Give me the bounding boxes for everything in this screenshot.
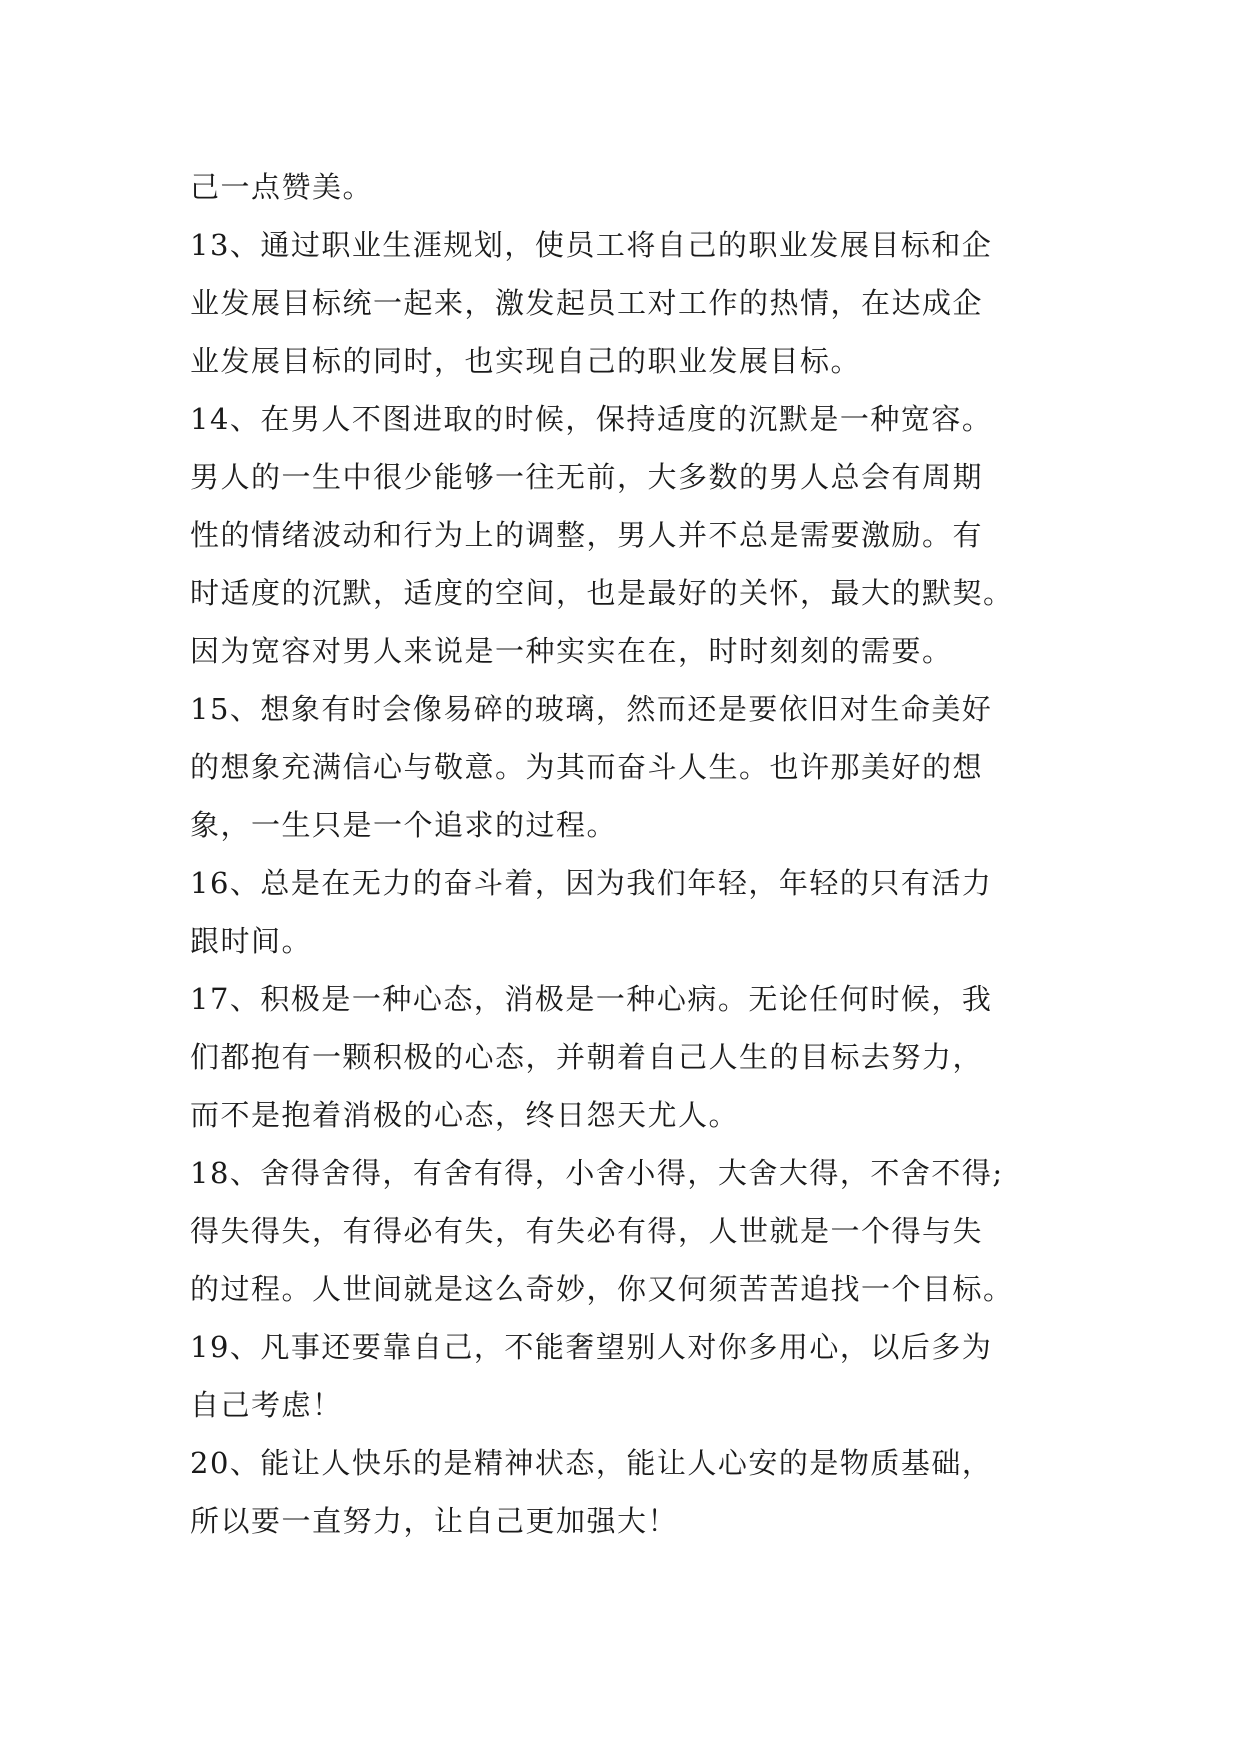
text-line: 时适度的沉默，适度的空间，也是最好的关怀，最大的默契。 xyxy=(190,576,1014,610)
text-line: 17、积极是一种心态，消极是一种心病。无论任何时候，我 xyxy=(190,982,993,1016)
text-line: 因为宽容对男人来说是一种实实在在，时时刻刻的需要。 xyxy=(190,634,953,668)
text-line: 自己考虑！ xyxy=(190,1388,343,1422)
text-line: 性的情绪波动和行为上的调整，男人并不总是需要激励。有 xyxy=(190,518,984,552)
text-line: 己一点赞美。 xyxy=(190,170,374,204)
text-line: 所以要一直努力，让自己更加强大！ xyxy=(190,1504,679,1538)
text-line: 业发展目标的同时，也实现自己的职业发展目标。 xyxy=(190,344,862,378)
text-line: 业发展目标统一起来，激发起员工对工作的热情，在达成企 xyxy=(190,286,984,320)
text-line: 们都抱有一颗积极的心态，并朝着自己人生的目标去努力， xyxy=(190,1040,984,1074)
text-line: 16、总是在无力的奋斗着，因为我们年轻，年轻的只有活力 xyxy=(190,866,993,900)
text-line: 18、舍得舍得，有舍有得，小舍小得，大舍大得，不舍不得; xyxy=(190,1156,1004,1190)
text-line: 而不是抱着消极的心态，终日怨天尤人。 xyxy=(190,1098,740,1132)
text-line: 跟时间。 xyxy=(190,924,313,958)
text-line: 15、想象有时会像易碎的玻璃，然而还是要依旧对生命美好 xyxy=(190,692,993,726)
body-text xyxy=(190,158,1070,1550)
text-line: 象，一生只是一个追求的过程。 xyxy=(190,808,618,842)
text-line: 13、通过职业生涯规划，使员工将自己的职业发展目标和企 xyxy=(190,228,993,262)
text-line: 得失得失，有得必有失，有失必有得，人世就是一个得与失 xyxy=(190,1214,984,1248)
text-line: 19、凡事还要靠自己，不能奢望别人对你多用心，以后多为 xyxy=(190,1330,993,1364)
text-line: 男人的一生中很少能够一往无前，大多数的男人总会有周期 xyxy=(190,460,984,494)
text-line: 的想象充满信心与敬意。为其而奋斗人生。也许那美好的想 xyxy=(190,750,984,784)
text-line: 20、能让人快乐的是精神状态，能让人心安的是物质基础， xyxy=(190,1446,993,1480)
text-line: 的过程。人世间就是这么奇妙，你又何须苦苦追找一个目标。 xyxy=(190,1272,1014,1306)
text-line: 14、在男人不图进取的时候，保持适度的沉默是一种宽容。 xyxy=(190,402,993,436)
